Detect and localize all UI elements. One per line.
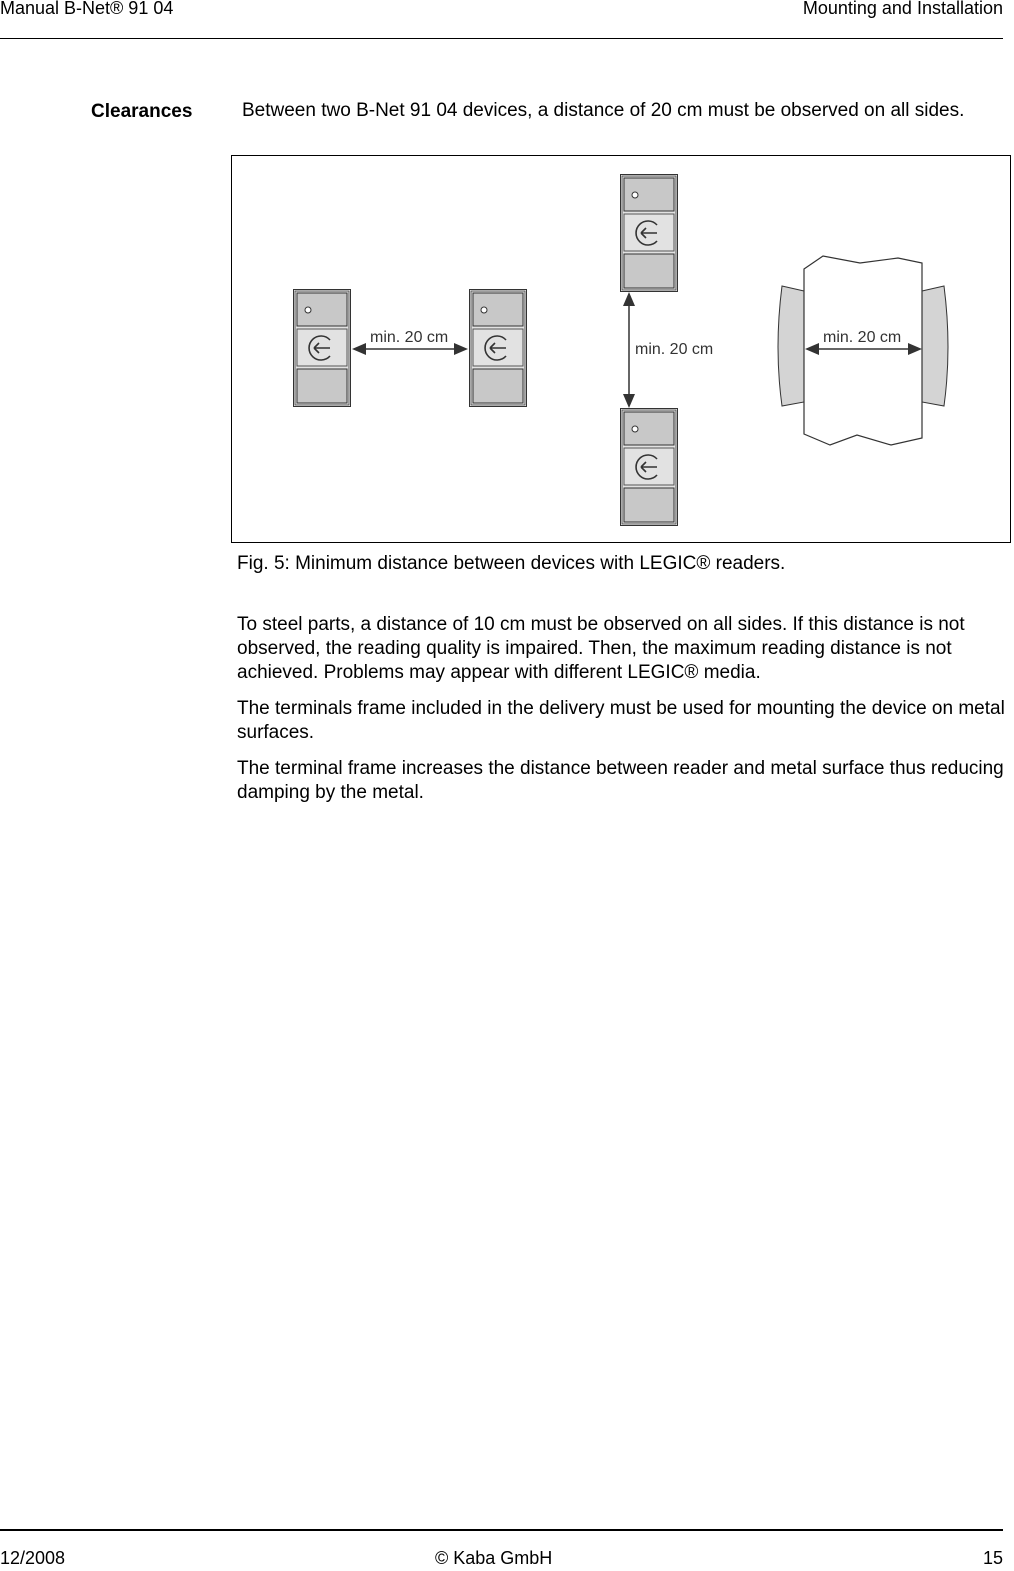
figure-caption: Fig. 5: Minimum distance between devices with LEGIC® readers. [237, 553, 786, 574]
vertical-distance-arrow [623, 292, 635, 408]
footer-divider [0, 1529, 1003, 1531]
footer-date: 12/2008 [0, 1548, 66, 1568]
footer-copyright: © Kaba GmbH [435, 1548, 553, 1568]
vertical-distance-label: min. 20 cm [635, 341, 714, 358]
body-text [237, 613, 1007, 817]
header-chapter-title: Mounting and Installation [802, 0, 1003, 18]
device-left [294, 290, 351, 407]
header-divider [0, 38, 1003, 39]
page-number: 15 [982, 1548, 1003, 1568]
header-manual-title: Manual B-Net® 91 04 [0, 0, 174, 18]
device-top [621, 175, 678, 292]
clearance-diagram [232, 156, 1012, 544]
wall-section [778, 256, 948, 445]
intro-paragraph: Between two B-Net 91 04 devices, a distance of 20 cm must be observed on all sides. [242, 100, 965, 121]
paragraph-terminal-frame: The terminals frame included in the delivery must be used for mounting the device on metal surfaces. [237, 698, 1005, 743]
horizontal-distance-label: min. 20 cm [370, 329, 449, 346]
device-right [470, 290, 527, 407]
paragraph-steel-parts: To steel parts, a distance of 10 cm must be observed on all sides. If this distance is not observed, the reading quality is impaired. Then, the maximum reading distance is not achieved. Problems may appear with different LEGIC® media. [237, 614, 965, 683]
section-heading: Clearances [91, 101, 193, 122]
wall-distance-label: min. 20 cm [823, 329, 902, 346]
device-bottom [621, 409, 678, 526]
paragraph-damping: The terminal frame increases the distance between reader and metal surface thus reducing damping by the metal. [237, 758, 1004, 803]
clearance-figure [231, 155, 1011, 543]
